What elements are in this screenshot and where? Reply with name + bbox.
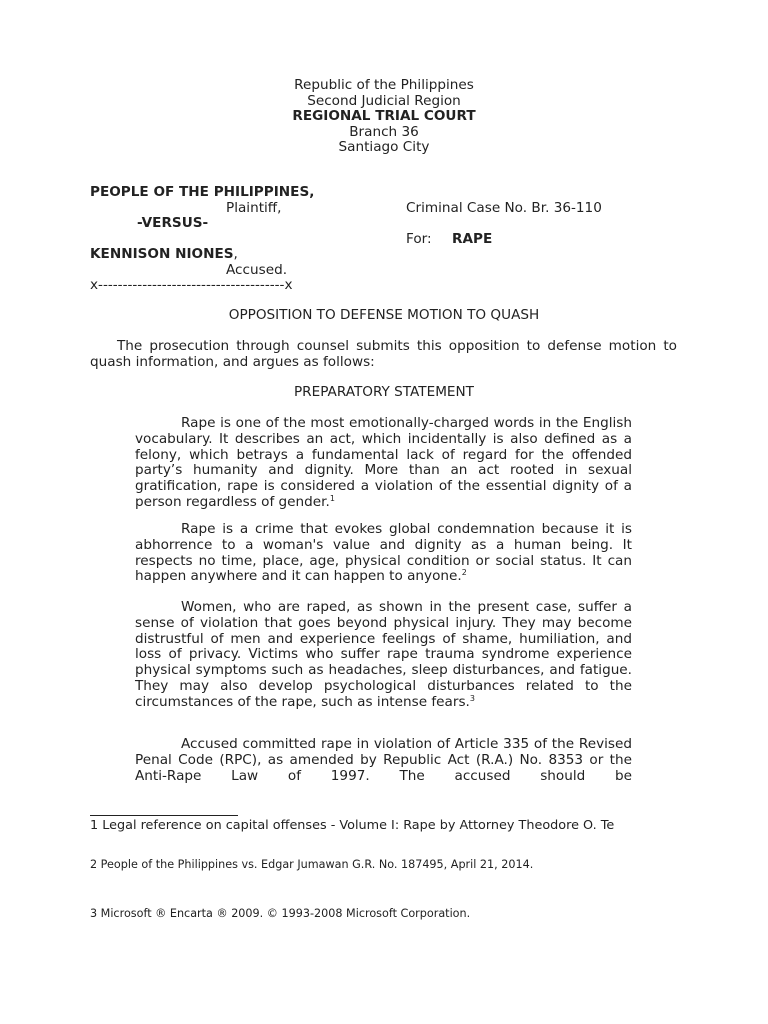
- for-label: For:: [406, 231, 432, 247]
- plaintiff-role: Plaintiff,: [226, 200, 282, 216]
- body-paragraph-3: [135, 600, 632, 711]
- paragraph-text: Rape is one of the most emotionally-charged words in the English vocabulary. It describes an act, which incidentally is also defined as a felony, which betrays a fundamental lack of regard for the offended party’s humanity and dignity. More than an act rooted in sexual gratification, rape is considered a violation of the essential dignity of a person regardless of gender.: [135, 415, 632, 510]
- intro-paragraph: The prosecution through counsel submits this opposition to defense motion to quash information, and argues as follows:: [90, 338, 677, 370]
- header-branch: Branch 36: [349, 123, 419, 140]
- versus-label: -VERSUS-: [137, 215, 209, 231]
- footnote-2: 2 People of the Philippines vs. Edgar Jumawan G.R. No. 187495, April 21, 2014.: [90, 858, 534, 871]
- footnote-ref-1[interactable]: 1: [329, 493, 335, 503]
- footnote-separator: [90, 815, 238, 816]
- accused-role: Accused.: [226, 262, 288, 278]
- plaintiff-name: PEOPLE OF THE PHILIPPINES,: [90, 184, 315, 200]
- case-number: Criminal Case No. Br. 36-110: [406, 200, 602, 216]
- paragraph-text: Accused committed rape in violation of Article 335 of the Revised Penal Code (RPC), as amended by Republic Act (R.A.) No. 8353 or the Anti-Rape Law of 1997. The accused should be: [135, 736, 632, 784]
- accused-comma: ,: [233, 246, 238, 262]
- footnote-ref-3[interactable]: 3: [469, 693, 475, 703]
- footnote-3: 3 Microsoft ® Encarta ® 2009. © 1993-2008 Microsoft Corporation.: [90, 907, 471, 920]
- body-paragraph-1: [135, 416, 632, 511]
- document-title: OPPOSITION TO DEFENSE MOTION TO QUASH: [228, 307, 540, 323]
- header-region: Second Judicial Region: [307, 92, 461, 109]
- section-heading: PREPARATORY STATEMENT: [293, 384, 474, 400]
- body-paragraph-4: [135, 737, 632, 784]
- paragraph-text: Women, who are raped, as shown in the present case, suffer a sense of violation that goes beyond physical injury. They may become distrustful of men and experience feelings of shame, humiliation, and loss of privacy. Victims who suffer rape trauma syndrome experience physical symptoms such as headaches, sleep disturbances, and fatigue. They may also develop psychological disturbances related to the circumstances of the rape, such as intense fears.: [135, 599, 632, 710]
- body-paragraph-2: [135, 522, 632, 585]
- footnote-ref-2[interactable]: 2: [461, 568, 467, 578]
- accused-name: KENNISON NIONES: [90, 246, 234, 262]
- charge-value: RAPE: [452, 231, 493, 247]
- header-city: Santiago City: [338, 139, 430, 155]
- caption-separator: x--------------------------------------x: [90, 277, 293, 293]
- accused-line: [90, 247, 238, 263]
- footnote-1: 1 Legal reference on capital offenses - Volume I: Rape by Attorney Theodore O. Te: [90, 818, 615, 833]
- court-header: [0, 78, 768, 156]
- header-republic: Republic of the Philippines: [294, 77, 474, 93]
- header-court: REGIONAL TRIAL COURT: [292, 108, 476, 124]
- paragraph-text: Rape is a crime that evokes global condemnation because it is abhorrence to a woman's value and dignity as a human being. It respects no time, place, age, physical condition or social status. It can happen anywhere and it can happen to anyone.: [135, 521, 632, 585]
